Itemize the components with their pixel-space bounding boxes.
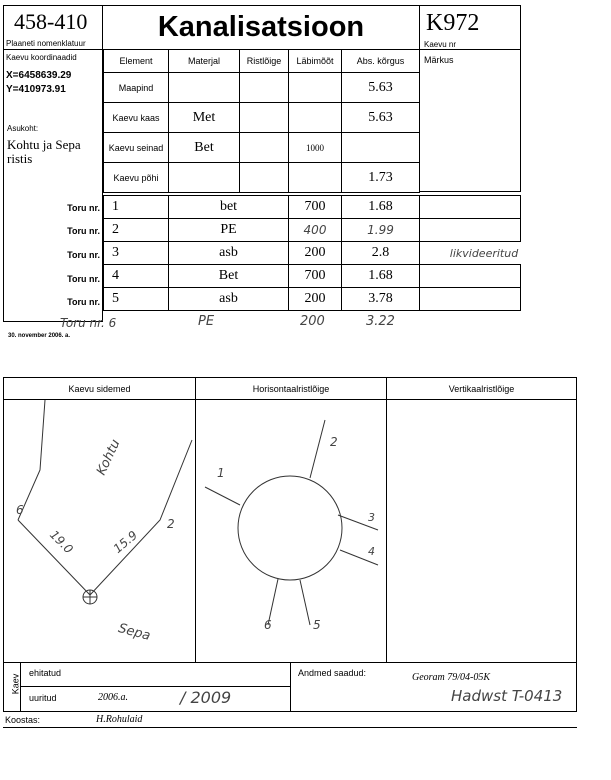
pipe-number-label: 3 [368, 511, 375, 524]
pipe-number-label: 1 [217, 466, 225, 480]
pipe-material: bet [168, 195, 289, 219]
pipe-line [310, 420, 325, 478]
row-material: Bet [168, 132, 240, 163]
pipe-diameter: 700 [288, 195, 342, 219]
measured-hand: / 2009 [180, 688, 232, 707]
street-name: Kohtu [94, 437, 124, 478]
footer-frame [3, 662, 577, 712]
pipe-height: 1.68 [341, 195, 420, 219]
pipe-height: 1.68 [341, 264, 420, 288]
row-element: Kaevu põhi [103, 162, 169, 193]
extra-pipe-label: Toru nr. 6 [60, 316, 117, 330]
sheet-caption: Plaaneti nomenklatuur [6, 39, 86, 48]
mark-label: 2 [167, 517, 175, 531]
pipe-number-label: 2 [330, 435, 338, 449]
pipe-material: asb [168, 287, 289, 311]
side-label: Kaev [10, 673, 21, 695]
row-height: 1.73 [341, 162, 420, 193]
extra-pipe-material: PE [198, 314, 215, 329]
pipe-number-label: 4 [368, 545, 375, 558]
divider [290, 663, 291, 711]
street-edge-line [18, 400, 45, 520]
distance-label: 15.9 [110, 528, 141, 556]
measured-value: 2006.a. [98, 692, 128, 703]
pipe-nr: 4 [103, 264, 169, 288]
pipe-number-label: 5 [313, 618, 321, 632]
mark-label: 6 [16, 503, 24, 517]
col-header-diameter: Läbimõõt [288, 49, 342, 73]
pipe-nr: 2 [103, 218, 169, 242]
pipe-label: Toru nr. [67, 226, 100, 236]
divider [20, 663, 21, 711]
pipe-diameter: 200 [288, 287, 342, 311]
pipe-label: Toru nr. [67, 274, 100, 284]
pipe-diameter: 700 [288, 264, 342, 288]
manhole-circle [238, 476, 342, 580]
col-header-material: Materjal [168, 49, 240, 73]
row-element: Kaevu kaas [103, 102, 169, 133]
col-header-notes: Märkus [424, 55, 454, 65]
divider [3, 727, 577, 728]
pipe-label: Toru nr. [67, 203, 100, 213]
col-horizontal: Horisontaalristlõige [195, 377, 387, 400]
col-vertical: Vertikaalristlõige [386, 377, 577, 400]
col-header-section: Ristlõige [239, 49, 289, 73]
col-header-element: Element [103, 49, 169, 73]
pipe-height: 2.8 [341, 241, 420, 265]
pipe-note: likvideeritud [449, 246, 519, 260]
divider [20, 686, 290, 687]
pipe-nr: 1 [103, 195, 169, 219]
pipe-material: Bet [168, 264, 289, 288]
row-element: Kaevu seinad [103, 132, 169, 163]
row-element: Maapind [103, 72, 169, 103]
row-height: 5.63 [341, 72, 420, 103]
date-line: 30. november 2006. a. [8, 333, 71, 339]
page-title: Kanalisatsioon [157, 11, 365, 43]
pipe-diameter: 400 [288, 218, 342, 242]
coord-x: X=6458639.29 [6, 70, 72, 81]
composed-label: Koostas: [5, 715, 41, 725]
well-caption: Kaevu nr [424, 40, 457, 49]
coords-caption: Kaevu koordinaadid [6, 53, 77, 62]
well-id: K972 [426, 10, 480, 36]
street-name: Sepa [116, 621, 152, 644]
col-header-height: Abs. kõrgus [341, 49, 420, 73]
pipe-line [205, 487, 240, 505]
row-diameter: 1000 [288, 132, 342, 163]
row-height: 5.63 [341, 102, 420, 133]
address-value: Kohtu ja Sepa ristis [7, 137, 81, 166]
built-label: ehitatud [29, 668, 62, 678]
horizontal-section-sketch [205, 420, 378, 625]
pipe-label: Toru nr. [67, 297, 100, 307]
row-material: Met [168, 102, 240, 133]
coord-y: Y=410973.91 [6, 84, 66, 95]
data-source-label: Andmed saadud: [298, 668, 367, 678]
distance-label: 19.0 [46, 527, 76, 557]
measured-label: uuritud [29, 693, 57, 703]
pipe-material: asb [168, 241, 289, 265]
sheet-number: 458-410 [14, 9, 88, 34]
pipe-height: 3.78 [341, 287, 420, 311]
pipe-height: 1.99 [341, 218, 420, 242]
address-caption: Asukoht: [7, 124, 39, 133]
pipe-diameter: 200 [288, 241, 342, 265]
pipe-label: Toru nr. [67, 250, 100, 260]
pipe-line [300, 580, 310, 625]
connections-sketch [18, 400, 192, 604]
pipe-nr: 5 [103, 287, 169, 311]
extra-pipe-diameter: 200 [300, 314, 325, 329]
col-connections: Kaevu sidemed [3, 377, 196, 400]
data-source-value: Georam 79/04-05K [412, 672, 491, 683]
extra-pipe-height: 3.22 [366, 314, 395, 329]
pipe-nr: 3 [103, 241, 169, 265]
pipe-material: PE [168, 218, 289, 242]
data-source-hand: Hadwst T-0413 [451, 687, 563, 705]
composed-value: H.Rohulaid [96, 714, 143, 725]
pipe-number-label: 6 [264, 618, 272, 632]
